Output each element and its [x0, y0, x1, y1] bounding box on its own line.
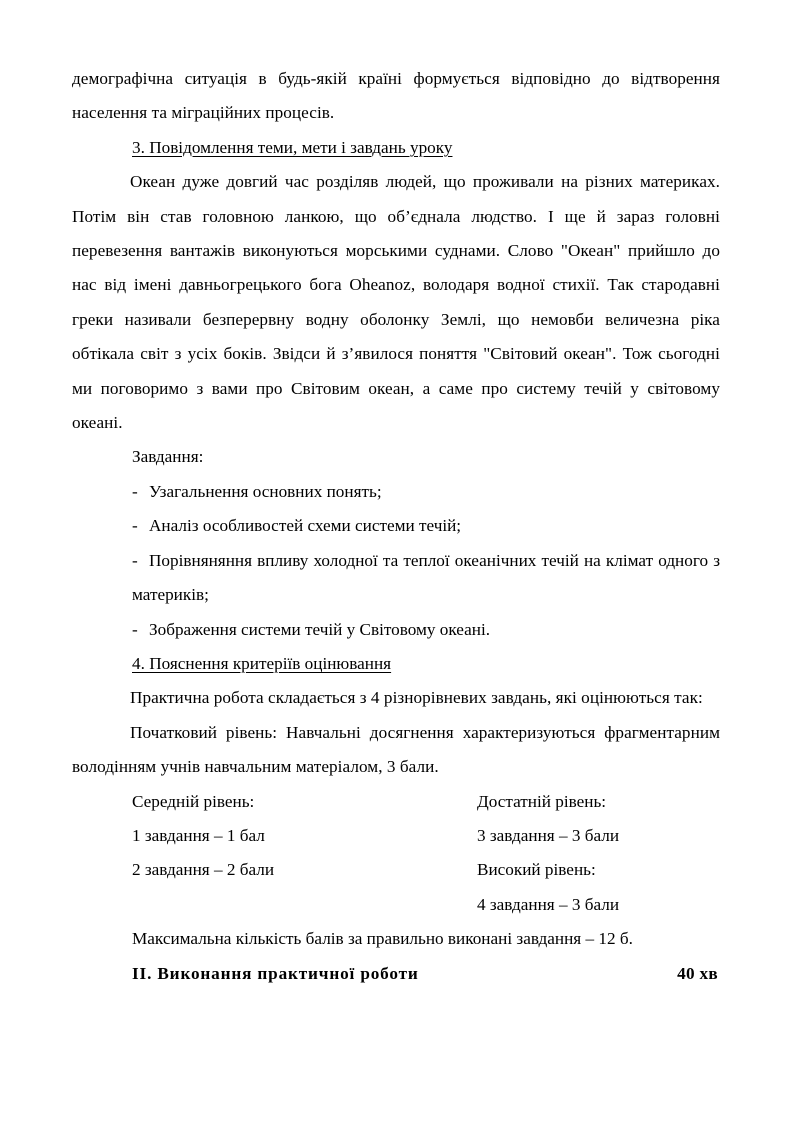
- grade-level-high-label: Високий рівень:: [477, 860, 596, 880]
- grade-cell-right: [477, 785, 780, 819]
- heading-3-text: 3. Повідомлення теми, мети і завдань уроку: [132, 137, 453, 157]
- task-item-3-text: Порівняняння впливу холодної та теплої океанічних течій на клімат одного з материків;: [132, 550, 720, 605]
- grade-task-2: 2 завдання – 2 бали: [132, 860, 275, 880]
- task-item-4-text: Зображення системи течій у Світовому океані.: [149, 619, 491, 639]
- final-heading-duration: 40 хв: [677, 963, 718, 983]
- bullet-dash-icon: -: [132, 550, 138, 570]
- task-item-2-text: Аналіз особливостей схеми системи течій;: [149, 516, 462, 536]
- task-item-4: [72, 613, 720, 647]
- paragraph-ocean-intro: Океан дуже довгий час розділяв людей, що проживали на різних материках. Потім він став головною ланкою, що об’єднала людство. І ще й зараз головні перевезення вантажів виконуються морськими суднами. Слово "Океан" прийшло до нас від імені давньогрецького бога Oheanoz, володаря водної стихії. Так стародавні греки називали безперервну водну оболонку Землі, що немовби величезна ріка обтікала світ з усіх боків. Звідси й з’явилося поняття "Світовий океан". Тож сьогодні ми поговоримо з вами про Світовим океан, а саме про систему течій у світовому океані.: [72, 172, 720, 433]
- heading-4-text: 4. Пояснення критеріїв оцінювання: [132, 653, 392, 673]
- task-item-1-text: Узагальнення основних понять;: [149, 481, 382, 501]
- continued-paragraph: демографічна ситуація в будь-якій країні формується відповідно до відтворення населення та міграційних процесів.: [72, 69, 720, 123]
- bullet-dash-icon: -: [132, 619, 138, 639]
- page-content: [72, 62, 720, 991]
- final-heading-title: II. Виконання практичної роботи: [132, 963, 419, 983]
- paragraph-max-points: Максимальна кількість балів за правильно виконані завдання – 12 б.: [132, 929, 633, 949]
- grade-cell-left: [72, 785, 477, 819]
- grading-levels-table: [72, 785, 780, 923]
- grade-level-middle-label: Середній рівень:: [132, 791, 255, 811]
- grade-cell-right: [477, 819, 780, 853]
- grade-cell-right: [477, 853, 780, 887]
- grade-level-sufficient-label: Достатній рівень:: [477, 791, 607, 811]
- task-item-3: [72, 544, 720, 613]
- grade-cell-left: [72, 888, 477, 922]
- grade-cell-right: [477, 888, 780, 922]
- table-row: [72, 888, 780, 922]
- grade-task-3: 3 завдання – 3 бали: [477, 825, 620, 845]
- table-row: [72, 819, 780, 853]
- task-item-1: [72, 475, 720, 509]
- bullet-dash-icon: -: [132, 516, 138, 536]
- table-row: [72, 785, 780, 819]
- heading-grading-criteria: [72, 647, 720, 681]
- heading-topic-announcement: [72, 131, 720, 165]
- grade-cell-left: [72, 853, 477, 887]
- paragraph-practical-work: Практична робота складається з 4 різнорівневих завдань, які оцінюються так:: [130, 688, 703, 708]
- grade-task-4: 4 завдання – 3 бали: [477, 894, 620, 914]
- heading-practical-work-execution: [72, 957, 720, 991]
- bullet-dash-icon: -: [132, 481, 138, 501]
- grade-cell-left: [72, 819, 477, 853]
- grade-task-1: 1 завдання – 1 бал: [132, 825, 265, 845]
- task-item-2: [72, 509, 720, 543]
- table-row: [72, 853, 780, 887]
- tasks-label: Завдання:: [132, 447, 204, 467]
- paragraph-initial-level: Початковий рівень: Навчальні досягнення характеризуються фрагментарним володінням учнів навчальним матеріалом, 3 бали.: [72, 722, 720, 777]
